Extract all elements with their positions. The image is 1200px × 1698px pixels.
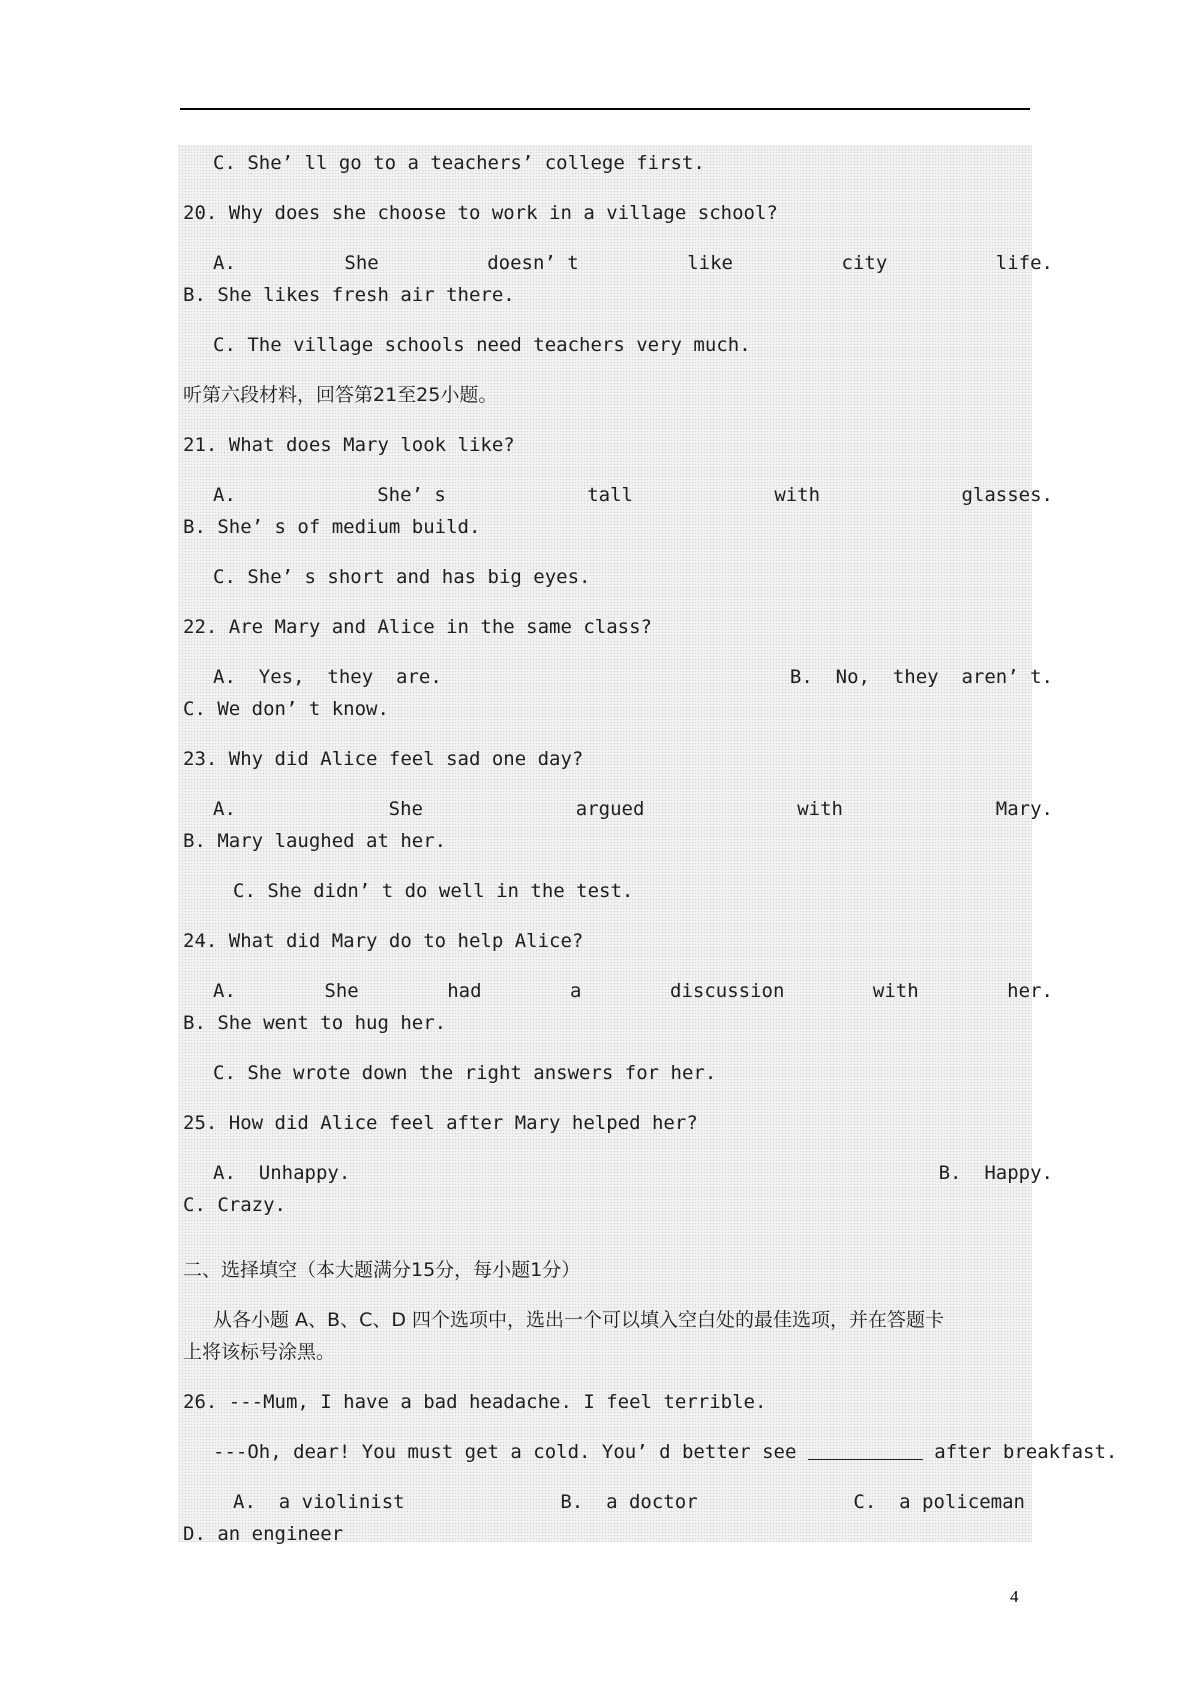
q24-option-c: C. She wrote down the right answers for her. xyxy=(213,1062,717,1084)
q24a-w2: had xyxy=(447,980,482,1002)
q20-stem: 20. Why does she choose to work in a village school? xyxy=(183,202,778,224)
q25-stem: 25. How did Alice feel after Mary helped her? xyxy=(183,1112,698,1134)
q26-option-a: A. a violinist xyxy=(233,1491,405,1513)
q23a-w3: with xyxy=(797,798,843,820)
q19-option-c: C. She’ ll go to a teachers’ college first. xyxy=(213,152,705,174)
q23-option-b: B. Mary laughed at her. xyxy=(183,830,447,852)
q23a-w0: A. xyxy=(213,798,236,820)
q21a-w2: tall xyxy=(587,484,633,506)
q23a-w1: She xyxy=(388,798,423,820)
q23a-w4: Mary. xyxy=(995,798,1053,820)
q24-option-b: B. She went to hug her. xyxy=(183,1012,447,1034)
part-2-heading: 二、选择填空（本大题满分15分，每小题1分） xyxy=(183,1259,581,1281)
q23-stem: 23. Why did Alice feel sad one day? xyxy=(183,748,584,770)
q20-option-b: B. She likes fresh air there. xyxy=(183,284,515,306)
page-number: 4 xyxy=(1010,1587,1019,1606)
q20a-w4: city xyxy=(841,252,888,274)
q25-option-a: A. Unhappy. xyxy=(213,1162,351,1184)
q21-stem: 21. What does Mary look like? xyxy=(183,434,515,456)
q24a-w6: her. xyxy=(1007,980,1053,1002)
q24-option-a xyxy=(213,976,1053,1006)
header-rule xyxy=(180,108,1030,110)
q21-option-a xyxy=(213,480,1053,510)
q24-stem: 24. What did Mary do to help Alice? xyxy=(183,930,584,952)
answer-blank xyxy=(808,1439,923,1460)
q20a-w3: like xyxy=(687,252,733,274)
q23-option-c: C. She didn’ t do well in the test. xyxy=(233,880,634,902)
q24a-w0: A. xyxy=(213,980,236,1002)
q20-option-a xyxy=(213,248,1053,278)
q26-options-abc xyxy=(233,1487,1025,1517)
instructions-line-1: 从各小题 A、B、C、D 四个选项中，选出一个可以填入空白处的最佳选项，并在答题卡 xyxy=(213,1309,945,1331)
q22-option-b: B. No, they aren’ t. xyxy=(789,666,1053,688)
q26-reply-post: after breakfast. xyxy=(934,1441,1118,1463)
q26-stem: 26. ---Mum, I have a bad headache. I feel terrible. xyxy=(183,1391,767,1413)
q25-option-b: B. Happy. xyxy=(938,1162,1053,1184)
q22-stem: 22. Are Mary and Alice in the same class? xyxy=(183,616,652,638)
q20a-w5: life. xyxy=(995,252,1053,274)
q23-option-a xyxy=(213,794,1053,824)
q23a-w2: argued xyxy=(575,798,645,820)
q26-reply-pre: ---Oh, dear! You must get a cold. You’ d better see xyxy=(213,1441,797,1463)
q21-option-c: C. She’ s short and has big eyes. xyxy=(213,566,591,588)
q24a-w5: with xyxy=(872,980,919,1002)
q21-option-b: B. She’ s of medium build. xyxy=(183,516,481,538)
q22-options-ab xyxy=(213,662,1053,692)
q20a-w1: She xyxy=(344,252,379,274)
q25-option-c: C. Crazy. xyxy=(183,1194,286,1216)
q26-reply xyxy=(213,1437,1118,1467)
q21a-w4: glasses. xyxy=(961,484,1053,506)
q26-option-c: C. a policeman xyxy=(853,1491,1025,1513)
q26-option-d: D. an engineer xyxy=(183,1523,344,1545)
q21a-w1: She’ s xyxy=(377,484,446,506)
q24a-w1: She xyxy=(324,980,359,1002)
q20-option-c: C. The village schools need teachers very much. xyxy=(213,334,751,356)
q22-option-c: C. We don’ t know. xyxy=(183,698,389,720)
q24a-w4: discussion xyxy=(670,980,785,1002)
q22-option-a: A. Yes, they are. xyxy=(213,666,442,688)
q20a-w2: doesn’ t xyxy=(487,252,579,274)
q21a-w0: A. xyxy=(213,484,236,506)
q25-options-ab xyxy=(213,1158,1053,1188)
q26-option-b: B. a doctor xyxy=(560,1491,698,1513)
section-6-heading: 听第六段材料，回答第21至25小题。 xyxy=(183,384,498,406)
q21a-w3: with xyxy=(774,484,821,506)
q20a-w0: A. xyxy=(213,252,236,274)
q24a-w3: a xyxy=(570,980,582,1002)
instructions-line-2: 上将该标号涂黑。 xyxy=(183,1341,336,1363)
